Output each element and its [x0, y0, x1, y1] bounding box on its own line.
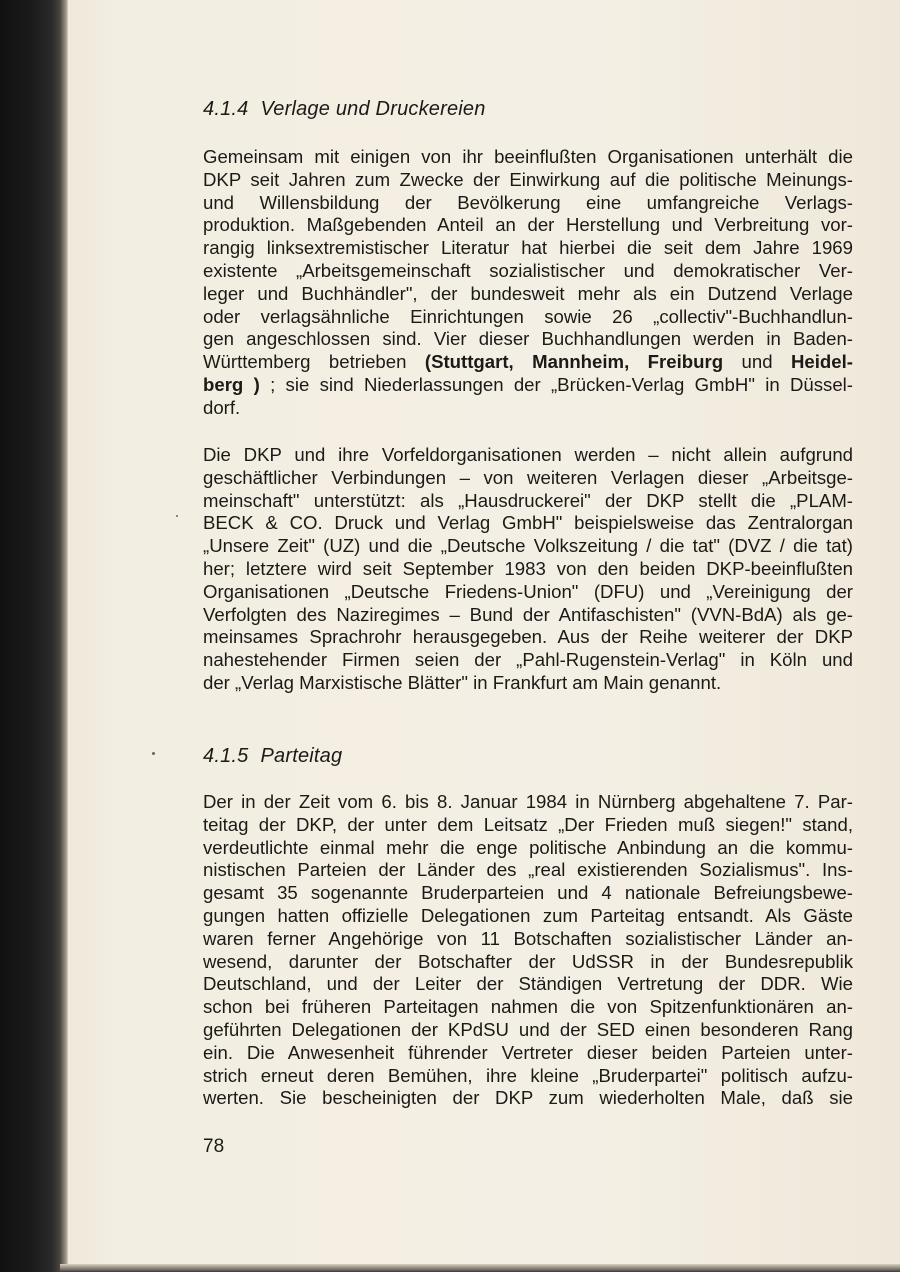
text-line: ein. Die Anwesenheit führender Vertreter dieser beiden Parteien unter- [203, 1041, 853, 1063]
text-line: geführten Delegationen der KPdSU und der SED einen besonderen Rang [203, 1018, 853, 1040]
section-title: Parteitag [260, 745, 343, 767]
text-line: Deutschland, und der Leiter der Ständigen Vertretung der DDR. Wie [203, 973, 853, 995]
text-line: Organisationen „Deutsche Friedens-Union" (DFU) und „Vereinigung der [203, 580, 853, 602]
text-line: werten. Sie bescheinigten der DKP zum wiederholten Male, daß sie [203, 1087, 853, 1109]
text-line: oder verlagsähnliche Einrichtungen sowie 26 „collectiv"-Buchhandlun- [203, 305, 853, 327]
text-line: her; letztere wird seit September 1983 von den beiden DKP-beeinflußten [203, 557, 853, 579]
text-line: nahestehender Firmen seien der „Pahl-Rugenstein-Verlag" in Köln und [203, 649, 853, 671]
text-line: gesamt 35 sogenannte Bruderparteien und 4 nationale Befreiungsbewe- [203, 882, 853, 904]
page-bottom-edge [60, 1264, 900, 1272]
text-segment: und [723, 351, 791, 373]
text-line: gen angeschlossen sind. Vier dieser Buchhandlungen werden in Baden- [203, 328, 853, 350]
text-line: nistischen Parteien der Länder des „real existierenden Sozialismus". Ins- [203, 859, 853, 881]
page-number: 78 [203, 1136, 225, 1157]
text-segment: ; sie sind Niederlassungen der „Brücken-Verlag GmbH" in Düssel- [259, 373, 853, 395]
text-line: wesend, darunter der Botschafter der UdSSR in der Bundesrepublik [203, 950, 853, 972]
text-line [203, 374, 853, 397]
text-line: leger und Buchhändler", der bundesweit mehr als ein Dutzend Verlage [203, 282, 853, 304]
text-line: Verfolgten des Naziregimes – Bund der Antifaschisten" (VVN-BdA) als ge- [203, 603, 853, 625]
paragraph-verlage-1 [203, 146, 853, 420]
scan-speck [176, 515, 178, 517]
text-segment: Württemberg betrieben [203, 351, 425, 373]
section-number: 4.1.4 [203, 98, 249, 120]
paragraph-verlage-2 [203, 444, 853, 695]
text-line: rangig linksextremistischer Literatur hat hierbei die seit dem Jahre 1969 [203, 237, 853, 259]
text-line: gungen hatten offizielle Delegationen zum Parteitag entsandt. Als Gäste [203, 904, 853, 926]
text-line: Die DKP und ihre Vorfeldorganisationen werden – nicht allein aufgrund [203, 444, 853, 465]
text-line: schon bei früheren Parteitagen nahmen die von Spitzenfunktionären an- [203, 996, 853, 1018]
text-line: dorf. [203, 396, 241, 418]
bold-city-heidelberg: Heidel- [791, 351, 853, 373]
text-line: DKP seit Jahren zum Zwecke der Einwirkung auf die politische Meinungs- [203, 168, 853, 190]
section-heading-verlage [203, 98, 486, 121]
book-binding-shadow [0, 0, 68, 1272]
scan-speck [152, 752, 155, 755]
text-line [203, 351, 853, 374]
text-line: Der in der Zeit vom 6. bis 8. Januar 1984 in Nürnberg abgehaltene 7. Par- [203, 791, 853, 812]
section-title: Verlage und Druckereien [260, 98, 486, 120]
text-line: strich erneut deren Bemühen, ihre kleine „Bruderpartei" politisch aufzu- [203, 1064, 853, 1086]
text-line: teitag der DKP, der unter dem Leitsatz „Der Frieden muß siegen!" stand, [203, 813, 853, 835]
bold-city-heidelberg-end: berg ) [203, 373, 260, 395]
text-line: verdeutlichte einmal mehr die enge politische Anbindung an die kommu- [203, 836, 853, 858]
text-line: meinsames Sprachrohr herausgegeben. Aus der Reihe weiterer der DKP [203, 626, 853, 648]
text-line: waren ferner Angehörige von 11 Botschaften sozialistischer Länder an- [203, 927, 853, 949]
paragraph-parteitag-1 [203, 791, 853, 1110]
text-line: existente „Arbeitsgemeinschaft sozialistischer und demokratischer Ver- [203, 259, 853, 281]
text-line: meinschaft" unterstützt: als „Hausdruckerei" der DKP stellt die „PLAM- [203, 489, 853, 511]
text-line: Gemeinsam mit einigen von ihr beeinflußten Organisationen unterhält die [203, 146, 853, 167]
text-line: „Unsere Zeit" (UZ) und die „Deutsche Volkszeitung / die tat" (DVZ / die tat) [203, 535, 853, 557]
bold-cities: (Stuttgart, Mannheim, Freiburg [424, 351, 724, 373]
text-line: und Willensbildung der Bevölkerung eine umfangreiche Verlags- [203, 191, 853, 213]
text-line: geschäftlicher Verbindungen – von weiteren Verlagen dieser „Arbeitsge- [203, 466, 853, 488]
text-line: produktion. Maßgebenden Anteil an der Herstellung und Verbreitung vor- [203, 214, 853, 236]
section-number: 4.1.5 [203, 745, 249, 767]
text-line: BECK & CO. Druck und Verlag GmbH" beispielsweise das Zentralorgan [203, 512, 853, 534]
section-heading-parteitag [203, 745, 342, 768]
text-line: der „Verlag Marxistische Blätter" in Frankfurt am Main genannt. [203, 671, 722, 693]
